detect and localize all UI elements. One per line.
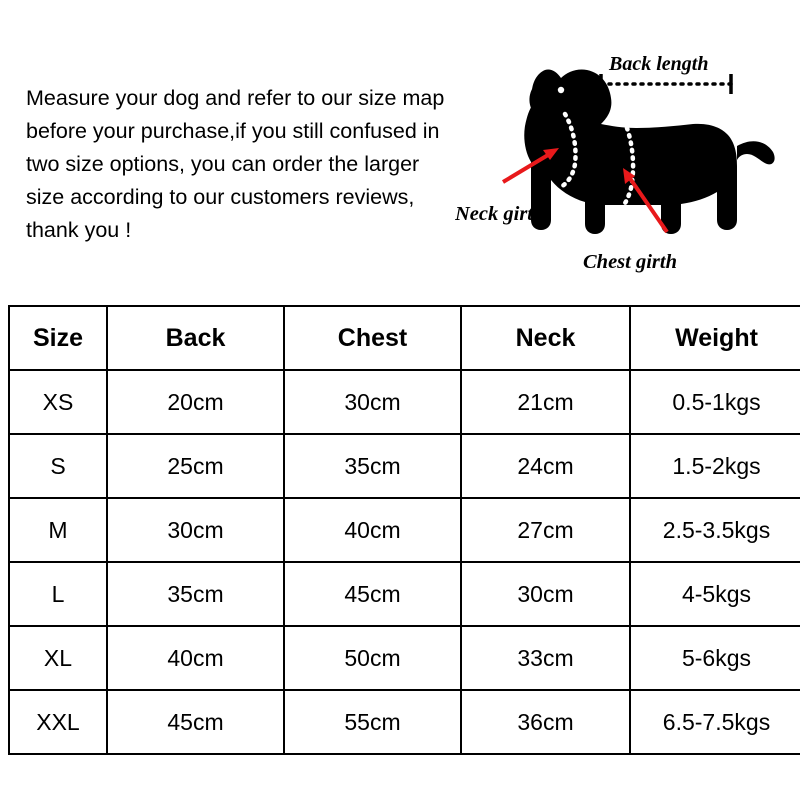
- cell-weight: 5-6kgs: [630, 626, 800, 690]
- table-header-neck: Neck: [461, 306, 630, 370]
- table-header-size: Size: [9, 306, 107, 370]
- neck-girth-label: Neck girth: [455, 203, 545, 225]
- cell-back: 30cm: [107, 498, 284, 562]
- cell-neck: 24cm: [461, 434, 630, 498]
- cell-size: S: [9, 434, 107, 498]
- cell-chest: 55cm: [284, 690, 461, 754]
- back-length-label: Back length: [609, 53, 709, 75]
- cell-weight: 4-5kgs: [630, 562, 800, 626]
- table-row: [9, 690, 800, 754]
- cell-back: 35cm: [107, 562, 284, 626]
- cell-chest: 35cm: [284, 434, 461, 498]
- chest-girth-label: Chest girth: [583, 251, 677, 273]
- cell-size: XS: [9, 370, 107, 434]
- cell-size: XL: [9, 626, 107, 690]
- cell-neck: 27cm: [461, 498, 630, 562]
- dog-measurement-diagram: [455, 42, 790, 287]
- cell-back: 40cm: [107, 626, 284, 690]
- back-length-measure-line: [601, 74, 731, 94]
- cell-weight: 0.5-1kgs: [630, 370, 800, 434]
- table-row: [9, 562, 800, 626]
- cell-neck: 33cm: [461, 626, 630, 690]
- cell-neck: 21cm: [461, 370, 630, 434]
- table-header-back: Back: [107, 306, 284, 370]
- cell-weight: 6.5-7.5kgs: [630, 690, 800, 754]
- table-row: [9, 434, 800, 498]
- cell-size: M: [9, 498, 107, 562]
- table-header-row: [9, 306, 800, 370]
- cell-size: L: [9, 562, 107, 626]
- size-chart-table: [8, 305, 800, 755]
- cell-chest: 45cm: [284, 562, 461, 626]
- table-header-weight: Weight: [630, 306, 800, 370]
- cell-back: 45cm: [107, 690, 284, 754]
- cell-chest: 50cm: [284, 626, 461, 690]
- cell-weight: 2.5-3.5kgs: [630, 498, 800, 562]
- intro-paragraph: Measure your dog and refer to our size map before your purchase,if you still confused in two size options, you can order the larger size according to our customers reviews, thank you !: [26, 86, 451, 242]
- table-row: [9, 626, 800, 690]
- table-header-chest: Chest: [284, 306, 461, 370]
- table-row: [9, 370, 800, 434]
- cell-chest: 40cm: [284, 498, 461, 562]
- cell-chest: 30cm: [284, 370, 461, 434]
- table-row: [9, 498, 800, 562]
- cell-back: 25cm: [107, 434, 284, 498]
- cell-neck: 30cm: [461, 562, 630, 626]
- cell-back: 20cm: [107, 370, 284, 434]
- cell-weight: 1.5-2kgs: [630, 434, 800, 498]
- cell-size: XXL: [9, 690, 107, 754]
- cell-neck: 36cm: [461, 690, 630, 754]
- top-section: [0, 0, 800, 300]
